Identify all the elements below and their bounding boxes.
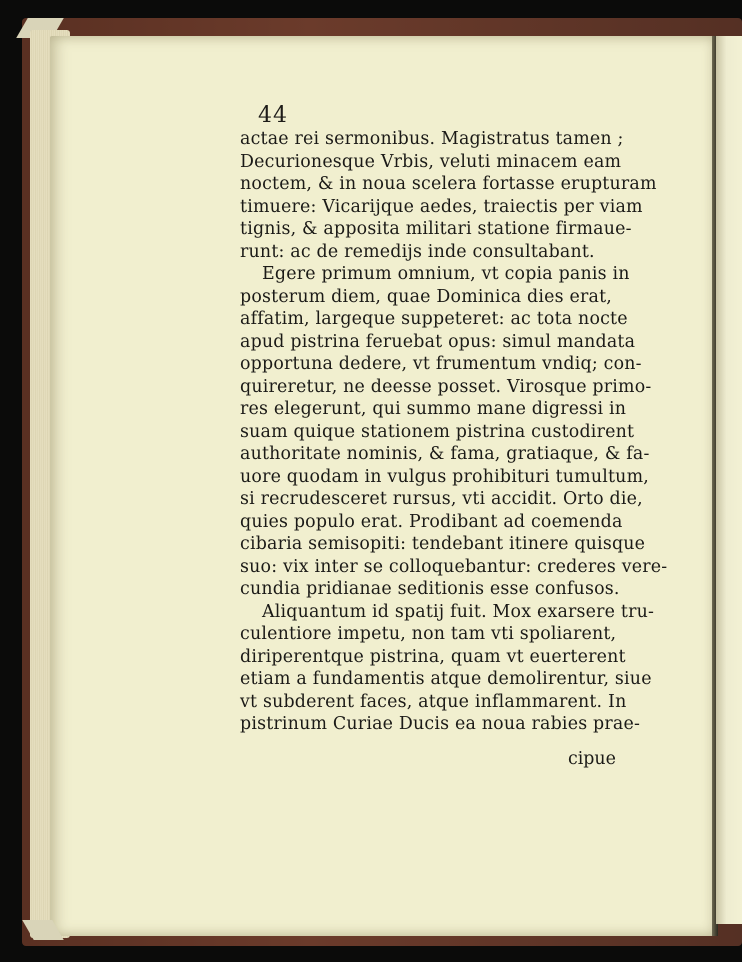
- text-line: actae rei sermonibus. Magistratus tamen ;: [240, 129, 624, 149]
- page-number: 44: [258, 103, 288, 128]
- text-line: res elegerunt, qui summo mane digressi in: [240, 399, 627, 419]
- text-line: quies populo erat. Prodibant ad coemenda: [240, 511, 623, 532]
- text-line: culentiore impetu, non tam vti spoliarent,: [240, 624, 617, 644]
- text-line: suo: vix inter se colloquebantur: crederes vere-: [240, 556, 668, 577]
- text-line: vt subderent faces, atque inflammarent. In: [240, 691, 627, 712]
- text-line: authoritate nominis, & fama, gratiaque, & fa-: [240, 444, 650, 464]
- text-line: quireretur, ne deesse posset. Virosque primo-: [240, 376, 652, 397]
- text-line: etiam a fundamentis atque demolirentur, siue: [240, 669, 652, 689]
- text-line: cundia pridianae seditionis esse confusos.: [240, 579, 620, 599]
- text-line: timuere: Vicarijque aedes, traiectis per viam: [240, 196, 643, 217]
- text-line: Aliquantum id spatij fuit. Mox exarsere tru-: [262, 601, 655, 622]
- text-line: Egere primum omnium, vt copia panis in: [262, 264, 630, 284]
- text-line: runt: ac de remedijs inde consultabant.: [240, 241, 595, 262]
- text-line: cibaria semisopiti: tendebant itinere quisque: [240, 534, 646, 554]
- text-line: noctem, & in noua scelera fortasse erupturam: [240, 174, 657, 194]
- text-line: posterum diem, quae Dominica dies erat,: [240, 286, 612, 307]
- text-line: si recrudesceret rursus, vti accidit. Orto die,: [240, 489, 643, 509]
- text-line: tignis, & apposita militari statione firmaue-: [240, 219, 632, 239]
- facing-page: [716, 36, 742, 924]
- text-line: pistrinum Curiae Ducis ea noua rabies prae-: [240, 714, 641, 734]
- text-line: apud pistrina feruebat opus: simul mandata: [240, 331, 636, 352]
- text-line: Decurionesque Vrbis, veluti minacem eam: [240, 151, 622, 172]
- text-line: opportuna dedere, vt frumentum vndiq; con-: [240, 354, 642, 374]
- body-text: [240, 128, 668, 736]
- text-line: suam quique stationem pistrina custodirent: [240, 421, 635, 442]
- text-line: affatim, largeque suppeteret: ac tota nocte: [240, 309, 628, 329]
- catchword: cipue: [568, 749, 616, 769]
- text-line: uore quodam in vulgus prohibituri tumultum,: [240, 466, 650, 487]
- text-line: diriperentque pistrina, quam vt euerterent: [240, 646, 626, 667]
